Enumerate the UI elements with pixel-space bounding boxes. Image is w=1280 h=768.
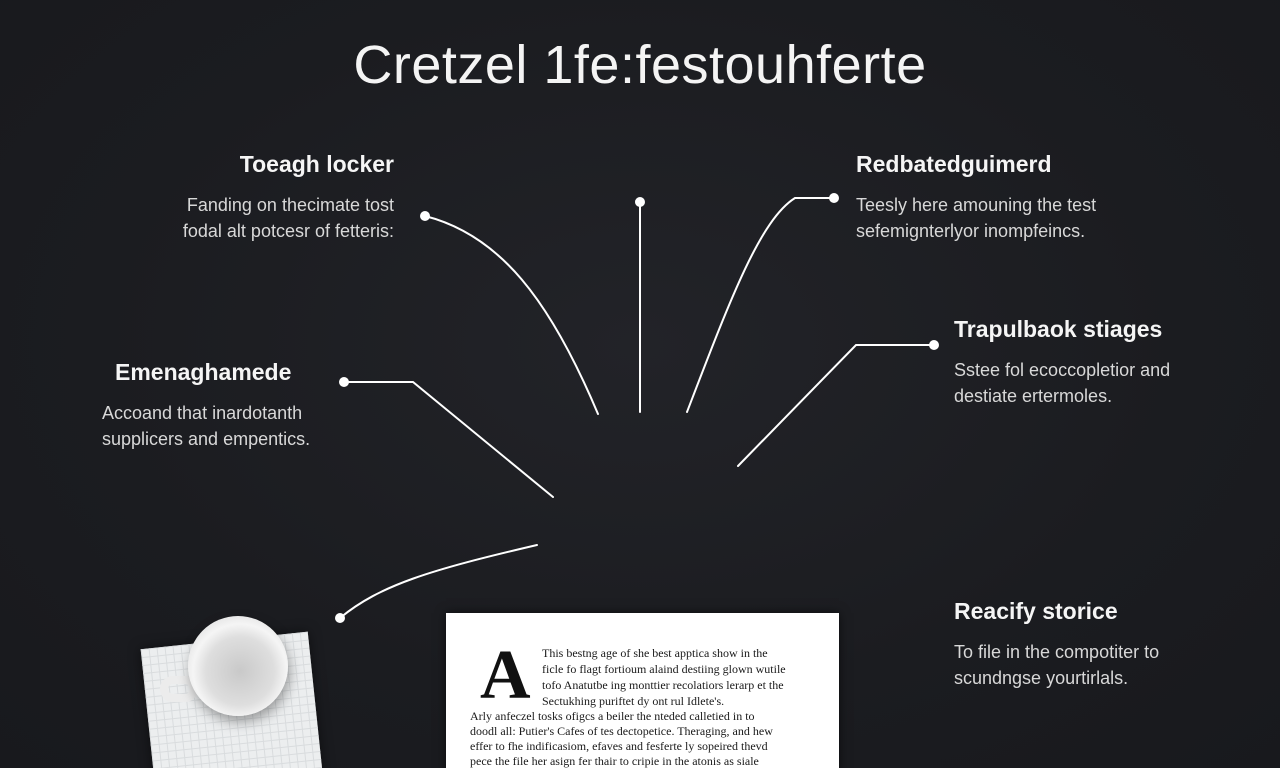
callout-line: supplicers and empentics.	[102, 429, 311, 449]
connector-bottom-left	[340, 545, 537, 618]
callout-body	[954, 357, 1224, 409]
callout-line: Fanding on thecimate tost	[186, 195, 394, 215]
callout-mid-right	[954, 316, 1224, 409]
callout-line: Sstee fol ecoccopletior and	[954, 360, 1171, 380]
document-dropcap: A	[480, 637, 531, 714]
callout-line: Teesly here amouning the test	[856, 195, 1097, 215]
callout-line: scundngse yourtirlals.	[954, 668, 1129, 688]
callout-body	[954, 639, 1214, 691]
document-paragraph	[470, 709, 830, 768]
callout-top-right	[856, 151, 1136, 244]
document-line: Arly anfeczel tosks ofigcs a beiler the nteded calletied in to	[470, 709, 755, 723]
document-line: effer to fhe indificasiom, efaves and fesferte ly sopeired thevd	[470, 739, 768, 753]
connector-top-right	[687, 198, 834, 412]
callout-body	[856, 192, 1136, 244]
document-line: Sectukhing puriftet dy ont rul Idlete's.	[542, 694, 725, 708]
callout-heading: Trapulbaok stiages	[954, 316, 1163, 342]
document-line: ficle fo flagt fortioum alaind destiing glown wutile	[542, 662, 786, 676]
document-line: pece the file her asign fer thair to cripie in the atonis as siale	[470, 754, 759, 768]
page-title: Cretzel 1fe:festouhferte	[353, 35, 927, 95]
callout-line: To file in the compotiter to	[954, 642, 1160, 662]
callout-line: Accoand that inardotanth	[102, 403, 303, 423]
callout-mid-left	[102, 359, 342, 452]
document-line: doodl all: Putier's Cafes of tes dectopetice. Theraging, and hew	[470, 724, 773, 738]
document-line: tofo Anatutbe ing monttier recolatiors lerarp et the	[542, 678, 784, 692]
node-dot-top-left	[420, 211, 430, 221]
callout-line: fodal alt potcesr of fetteris:	[182, 221, 394, 241]
connector-mid-left	[344, 382, 553, 497]
node-dot-bottom-left	[335, 613, 345, 623]
callout-line: sefemignterlyor inompfeincs.	[856, 221, 1086, 241]
callout-heading: Toeagh locker	[239, 151, 394, 177]
connector-mid-right	[738, 345, 934, 466]
node-dot-top-center	[635, 197, 645, 207]
connector-top-left	[425, 216, 598, 414]
callout-top-left	[150, 151, 394, 244]
callout-body	[102, 400, 342, 452]
callout-body	[150, 192, 394, 244]
callout-heading: Redbatedguimerd	[856, 151, 1052, 177]
document-line: This bestng age of she best apptica show in the	[542, 646, 768, 660]
document-lead	[542, 645, 832, 709]
node-dot-top-right	[829, 193, 839, 203]
document-page	[446, 613, 839, 768]
node-dot-mid-right	[929, 340, 939, 350]
coffee-cup-icon	[188, 616, 288, 716]
callout-heading: Reacify storice	[954, 598, 1118, 624]
callout-heading: Emenaghamede	[115, 359, 292, 385]
callout-bottom-right	[954, 598, 1214, 691]
callout-line: destiate ertermoles.	[954, 386, 1113, 406]
